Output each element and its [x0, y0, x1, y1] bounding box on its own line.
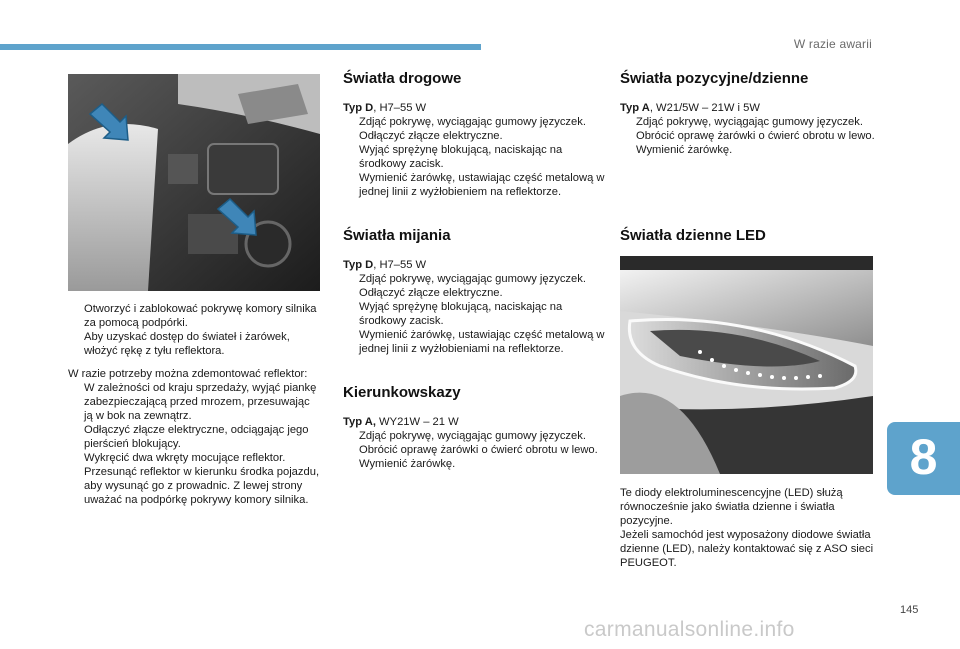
chapter-number: 8 — [909, 429, 938, 485]
position-lights-steps — [620, 115, 880, 157]
high-beam-title: Światła drogowe — [343, 70, 462, 87]
engine-bay-photo — [68, 74, 320, 291]
high-beam-steps — [343, 115, 605, 199]
position-lights-title: Światła pozycyjne/dzienne — [620, 70, 809, 87]
removal-steps-list — [68, 381, 320, 507]
high-beam-spec: Typ D, H7–55 W — [343, 102, 427, 114]
list-item: Zdjąć pokrywę, wyciągając gumowy języczek. — [359, 116, 586, 128]
indicators-steps — [343, 429, 605, 471]
section-title: W razie awarii — [793, 37, 872, 51]
indicators-spec: Typ A, WY21W – 21 W — [343, 416, 459, 428]
header-accent-bar — [0, 44, 481, 50]
list-item: Wymienić żarówkę, ustawiając część metalową w jednej linii z wyżłobieniami na reflektorze. — [359, 329, 605, 355]
led-dealer-note: Jeżeli samochód jest wyposażony diodowe światła dzienne (LED), należy kontaktować się z ASO sieci PEUGEOT. — [620, 529, 874, 569]
list-item: Odłączyć złącze elektryczne. — [359, 287, 503, 299]
indicators-title: Kierunkowskazy — [343, 384, 461, 401]
watermark: carmanualsonline.info — [584, 618, 795, 641]
list-item: Wykręcić dwa wkręty mocujące reflektor. — [84, 452, 286, 464]
column-middle — [343, 64, 605, 471]
list-item: Wyjąć sprężynę blokującą, naciskając na środkowy zacisk. — [359, 301, 563, 327]
column-left — [68, 74, 320, 507]
list-item: Odłączyć złącze elektryczne, odciągając jego pierścień blokujący. — [84, 424, 309, 450]
led-description: Te diody elektroluminescencyjne (LED) służą równocześnie jako światła dzienne i światła pozycyjne. — [620, 487, 843, 527]
list-item: Zdjąć pokrywę, wyciągając gumowy języczek. — [359, 273, 586, 285]
position-lights-spec: Typ A, W21/5W – 21W i 5W — [620, 102, 760, 114]
low-beam-steps — [343, 272, 605, 356]
low-beam-title: Światła mijania — [343, 227, 451, 244]
list-item: Zdjąć pokrywę, wyciągając gumowy języczek. — [359, 430, 586, 442]
list-item: Wyjąć sprężynę blokującą, naciskając na środkowy zacisk. — [359, 144, 563, 170]
list-item: Wymienić żarówkę, ustawiając część metalową w jednej linii z wyżłobieniem na reflektorze. — [359, 172, 605, 198]
list-item: Zdjąć pokrywę, wyciągając gumowy języczek. — [636, 116, 863, 128]
low-beam-spec: Typ D, H7–55 W — [343, 259, 427, 271]
list-item: Wymienić żarówkę. — [636, 144, 733, 156]
list-item: Obrócić oprawę żarówki o ćwierć obrotu w lewo. — [636, 130, 875, 142]
removal-intro: W razie potrzeby można zdemontować reflektor: — [68, 368, 308, 380]
led-lights-title: Światła dzienne LED — [620, 227, 766, 244]
list-item: Odłączyć złącze elektryczne. — [359, 130, 503, 142]
page-number: 145 — [900, 604, 919, 616]
led-headlamp-photo — [620, 256, 873, 474]
list-item: Przesunąć reflektor w kierunku środka pojazdu, aby wysunąć go z prowadnic. Z lewej strony uważać na podpórkę pokrywy komory silnika. — [84, 466, 320, 506]
list-item: Wymienić żarówkę. — [359, 458, 456, 470]
list-item: W zależności od kraju sprzedaży, wyjąć piankę zabezpieczającą przed mrozem, przesuwając ją w bok na zewnątrz. — [84, 382, 317, 422]
list-item: Obrócić oprawę żarówki o ćwierć obrotu w lewo. — [359, 444, 598, 456]
column-right — [620, 64, 880, 570]
list-item: Otworzyć i zablokować pokrywę komory silnika za pomocą podpórki. — [84, 303, 317, 329]
list-item: Aby uzyskać dostęp do świateł i żarówek, włożyć rękę z tyłu reflektora. — [84, 331, 290, 357]
chapter-tab — [887, 422, 960, 495]
intro-steps-list — [68, 302, 320, 358]
